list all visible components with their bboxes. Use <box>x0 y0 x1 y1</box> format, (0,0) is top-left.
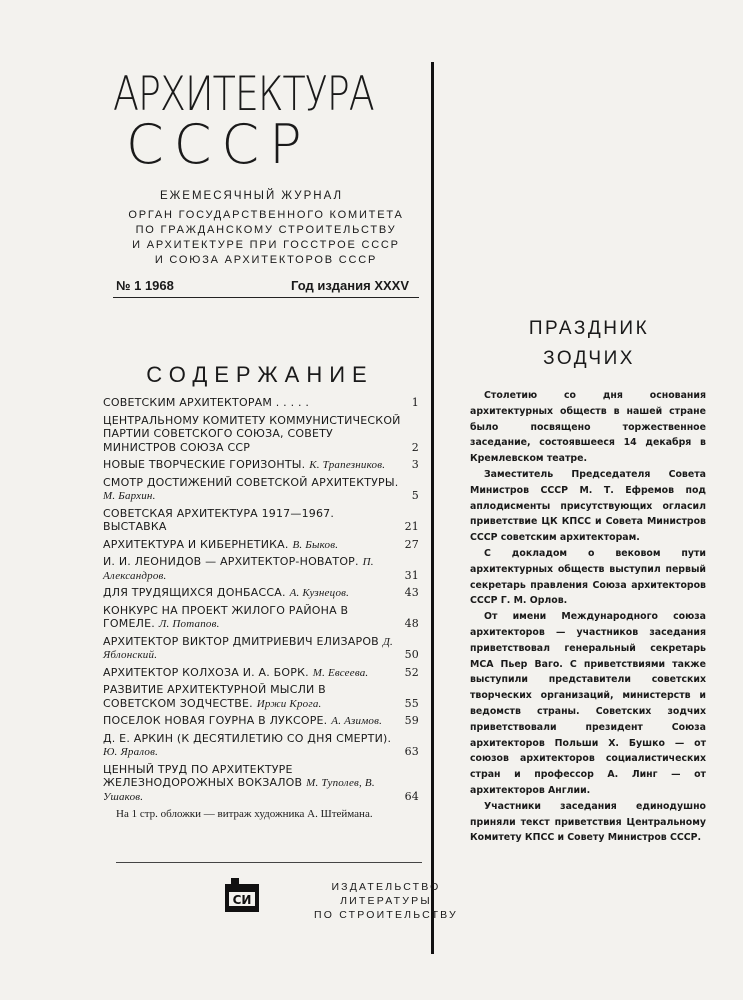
toc-entry[interactable] <box>103 635 421 662</box>
toc-entry-page: 50 <box>404 648 419 661</box>
toc-entry[interactable] <box>103 476 421 503</box>
table-of-contents <box>103 396 421 807</box>
issue-number: № 1 1968 <box>116 278 174 293</box>
column-divider <box>431 62 434 954</box>
toc-entry[interactable] <box>103 683 421 710</box>
toc-entry-page: 31 <box>404 568 419 582</box>
publisher-line: ИЗДАТЕЛЬСТВО <box>331 881 441 893</box>
toc-entry-page: 1 <box>411 396 419 409</box>
toc-entry-page: 59 <box>404 714 419 727</box>
toc-entry-author: К. Трапезников. <box>309 459 386 471</box>
toc-entry-author: А. Кузнецов. <box>289 587 350 599</box>
toc-entry-page: 55 <box>404 696 419 710</box>
toc-entry-author: М. Евсеева. <box>312 666 369 679</box>
publisher-logo <box>223 876 261 914</box>
toc-entry-author: Л. Потапов. <box>158 618 220 630</box>
organ-line: И АРХИТЕКТУРЕ ПРИ ГОССТРОЕ СССР <box>132 239 400 251</box>
article-body <box>470 388 706 846</box>
toc-entry-page: 27 <box>404 537 419 551</box>
organ-line: ОРГАН ГОСУДАРСТВЕННОГО КОМИТЕТА <box>128 209 404 221</box>
article-paragraph: С докладом о вековом пути архитектурных обществ выступил первый секретарь правления Союза архитекторов СССР Г. М. Орлов. <box>470 547 706 607</box>
toc-entry-title: АРХИТЕКТУРА И КИБЕРНЕТИКА. <box>103 537 289 551</box>
toc-entry-title: АРХИТЕКТОР ВИКТОР ДМИТРИЕВИЧ ЕЛИЗАРОВ <box>103 634 379 648</box>
publisher-line: ПО СТРОИТЕЛЬСТВУ <box>314 909 458 921</box>
toc-entry-author: А. Азимов. <box>331 715 383 727</box>
toc-entry[interactable] <box>103 555 421 582</box>
toc-entry-author: П. Александров. <box>103 556 374 582</box>
toc-entry-title: СОВЕТСКАЯ АРХИТЕКТУРА 1917—1967. ВЫСТАВКА <box>103 506 335 533</box>
toc-entry[interactable] <box>103 458 421 472</box>
toc-entry-page: 48 <box>404 617 419 630</box>
publisher-name <box>314 880 458 922</box>
masthead-subtitle: ЕЖЕМЕСЯЧНЫЙ ЖУРНАЛ <box>160 190 344 202</box>
toc-entry-title: ДЛЯ ТРУДЯЩИХСЯ ДОНБАССА. <box>103 586 286 599</box>
masthead-divider <box>113 297 419 298</box>
masthead-title-line2: СССР <box>126 113 312 176</box>
toc-entry-page: 63 <box>404 745 419 758</box>
article-paragraph: Участники заседания единодушно приняли текст приветствия Центральному Комитету КПСС и Совету Министров СССР. <box>470 800 706 844</box>
toc-entry-title: КОНКУРС НА ПРОЕКТ ЖИЛОГО РАЙОНА В ГОМЕЛЕ. <box>103 603 349 630</box>
toc-entry-author: Д. Яблонский. <box>103 635 393 661</box>
toc-entry[interactable] <box>103 714 421 728</box>
toc-entry-page: 43 <box>404 586 419 599</box>
toc-entry[interactable] <box>103 666 421 680</box>
toc-entry-page: 52 <box>404 665 419 679</box>
footer-divider <box>116 862 422 863</box>
toc-entry-page: 3 <box>411 458 419 471</box>
article-paragraph: От имени Международного союза архитекторов — участников заседания приветствовал генеральный секретарь МСА Пьер Ваго. С приветствиями также выступили представители советских творческих организаций, министерств и ведомств страны. Советских зодчих приветствовали президент Союза архитекторов Польши Х. Бушко — от союзов архитекторов социалистических стран и профессор А. Линг — от архитекторов Англии. <box>470 611 706 796</box>
toc-entry-page: 2 <box>411 440 419 454</box>
toc-heading: СОДЕРЖАНИЕ <box>146 362 374 387</box>
toc-entry[interactable] <box>103 507 421 534</box>
publisher-line: ЛИТЕРАТУРЫ <box>340 895 432 907</box>
toc-entry-title: ПОСЕЛОК НОВАЯ ГОУРНА В ЛУКСОРЕ. <box>103 714 328 727</box>
toc-entry-title: РАЗВИТИЕ АРХИТЕКТУРНОЙ МЫСЛИ В СОВЕТСКОМ ЗОДЧЕСТВЕ. <box>103 683 326 710</box>
toc-entry[interactable] <box>103 763 421 804</box>
toc-entry-title: СОВЕТСКИМ АРХИТЕКТОРАМ . . . . . <box>103 396 310 409</box>
toc-entry-author: М. Бархин. <box>103 490 156 502</box>
toc-entry-author: М. Туполев, В. Ушаков. <box>103 777 375 803</box>
toc-entry[interactable] <box>103 414 421 455</box>
toc-entry-author: Ю. Яралов. <box>103 746 159 758</box>
toc-entry-title: СМОТР ДОСТИЖЕНИЙ СОВЕТСКОЙ АРХИТЕКТУРЫ. <box>103 475 399 489</box>
masthead-title-line1: АРХИТЕКТУРА <box>113 66 374 121</box>
publisher-logo-text: СИ <box>232 893 252 907</box>
toc-entry-title: И. И. ЛЕОНИДОВ — АРХИТЕКТОР-НОВАТОР. <box>103 555 359 568</box>
toc-entry-title: АРХИТЕКТОР КОЛХОЗА И. А. БОРК. <box>103 665 309 679</box>
toc-entry[interactable] <box>103 604 421 631</box>
toc-entry-author: Иржи Крога. <box>256 697 322 710</box>
toc-entry[interactable] <box>103 538 421 552</box>
cover-note: На 1 стр. обложки — витраж художника А. Штеймана. <box>116 808 373 820</box>
article-heading-line2: ЗОДЧИХ <box>543 348 635 369</box>
toc-entry[interactable] <box>103 586 421 600</box>
toc-entry-title: НОВЫЕ ТВОРЧЕСКИЕ ГОРИЗОНТЫ. <box>103 458 306 471</box>
masthead-organ <box>116 208 416 268</box>
organ-line: И СОЮЗА АРХИТЕКТОРОВ СССР <box>154 254 378 266</box>
article-paragraph: Столетию со дня основания архитектурных обществ в нашей стране было посвящено торжественное заседание, состоявшееся 14 декабря в Кремлевском театре. <box>470 390 706 465</box>
organ-line: ПО ГРАЖДАНСКОМУ СТРОИТЕЛЬСТВУ <box>135 224 397 236</box>
toc-entry[interactable] <box>103 732 421 759</box>
toc-entry-title: ЦЕНТРАЛЬНОМУ КОМИТЕТУ КОММУНИСТИЧЕСКОЙ ПАРТИИ СОВЕТСКОГО СОЮЗА, СОВЕТУ МИНИСТРОВ СОЮЗА ССР <box>103 413 401 454</box>
toc-entry-title: Д. Е. АРКИН (К ДЕСЯТИЛЕТИЮ СО ДНЯ СМЕРТИ). <box>103 731 392 745</box>
publication-year: Год издания XXXV <box>291 278 410 293</box>
toc-entry-author: В. Быков. <box>292 538 339 551</box>
toc-entry[interactable] <box>103 396 421 410</box>
toc-entry-page: 21 <box>404 520 419 533</box>
toc-entry-title: ЦЕННЫЙ ТРУД ПО АРХИТЕКТУРЕ ЖЕЛЕЗНОДОРОЖНЫХ ВОКЗАЛОВ <box>103 762 303 789</box>
toc-entry-page: 64 <box>404 789 419 803</box>
article-heading-line1: ПРАЗДНИК <box>528 318 650 339</box>
article-heading <box>470 314 708 374</box>
toc-entry-page: 5 <box>411 489 419 502</box>
article-paragraph: Заместитель Председателя Совета Министров СССР М. Т. Ефремов под аплодисменты присутствующих огласил приветствие ЦК КПСС и Совета Министров СССР советским архитекторам. <box>470 468 706 544</box>
